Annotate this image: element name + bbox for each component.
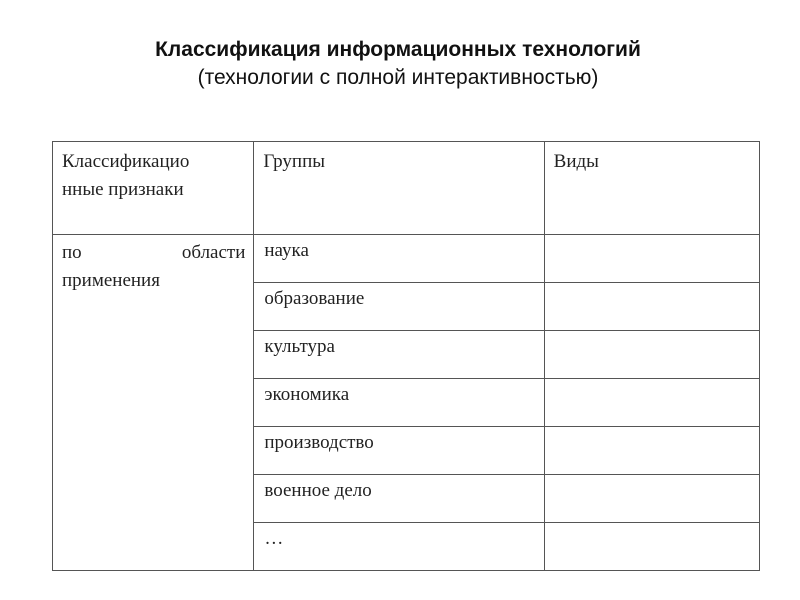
slide-title xyxy=(0,36,800,92)
type-cell xyxy=(544,235,759,283)
feature-cell: по области применения xyxy=(53,235,254,571)
title-subtitle: (технологии с полной интерактивностью) xyxy=(197,66,599,89)
group-cell: образование xyxy=(254,283,544,331)
group-cell: военное дело xyxy=(254,475,544,523)
table-header-row xyxy=(53,142,760,235)
type-cell xyxy=(544,331,759,379)
type-cell xyxy=(544,475,759,523)
classification-table xyxy=(52,141,760,571)
group-cell: … xyxy=(254,523,544,571)
group-cell: производство xyxy=(254,427,544,475)
type-cell xyxy=(544,379,759,427)
header-groups: Группы xyxy=(254,142,544,235)
header-classification-features: Классификацио нные признаки xyxy=(53,142,254,235)
header-types: Виды xyxy=(544,142,759,235)
type-cell xyxy=(544,523,759,571)
group-cell: наука xyxy=(254,235,544,283)
group-cell: культура xyxy=(254,331,544,379)
group-cell: экономика xyxy=(254,379,544,427)
title-main: Классификация информационных технологий xyxy=(155,38,641,61)
table-row xyxy=(53,235,760,283)
type-cell xyxy=(544,283,759,331)
type-cell xyxy=(544,427,759,475)
